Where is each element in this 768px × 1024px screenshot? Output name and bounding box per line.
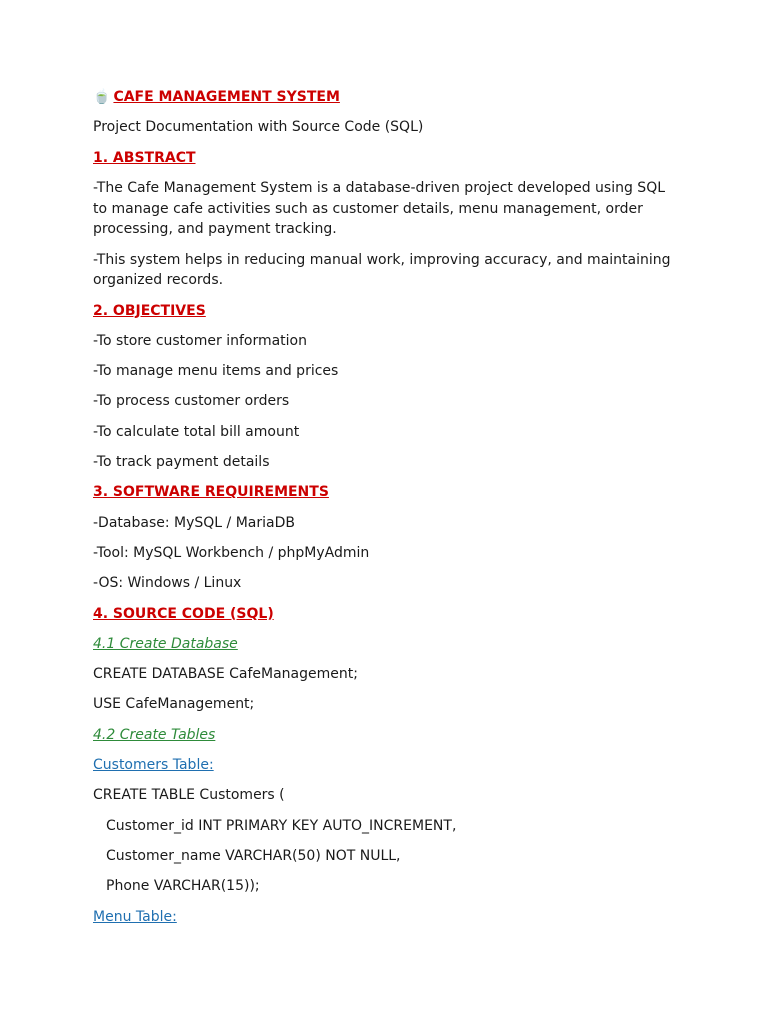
software-requirements-heading: 3. SOFTWARE REQUIREMENTS bbox=[93, 484, 329, 501]
requirement-item: -Database: MySQL / MariaDB bbox=[93, 514, 295, 531]
sql-line: CREATE DATABASE CafeManagement; bbox=[93, 666, 358, 683]
objective-item: -To store customer information bbox=[93, 332, 307, 349]
document-subtitle: Project Documentation with Source Code (SQL) bbox=[93, 119, 424, 136]
create-tables-heading: 4.2 Create Tables bbox=[93, 726, 216, 743]
sql-line: CREATE TABLE Customers ( bbox=[93, 787, 285, 804]
sql-line: Customer_name VARCHAR(50) NOT NULL, bbox=[106, 847, 401, 864]
abstract-paragraph: -The Cafe Management System is a database-driven project developed using SQL to manage cafe activities such as customer details, menu management, order processing, and payment tracking. bbox=[93, 179, 670, 238]
source-code-heading: 4. SOURCE CODE (SQL) bbox=[93, 605, 274, 622]
document-title-text: CAFE MANAGEMENT SYSTEM bbox=[113, 89, 340, 105]
objectives-heading: 2. OBJECTIVES bbox=[93, 302, 206, 319]
objective-item: -To track payment details bbox=[93, 454, 270, 471]
sql-line: USE CafeManagement; bbox=[93, 696, 255, 713]
objective-item: -To process customer orders bbox=[93, 393, 290, 410]
abstract-paragraph: -This system helps in reducing manual work, improving accuracy, and maintaining organized records. bbox=[93, 251, 675, 289]
document-page bbox=[93, 87, 683, 937]
requirement-item: -Tool: MySQL Workbench / phpMyAdmin bbox=[93, 544, 370, 561]
sql-line: Customer_id INT PRIMARY KEY AUTO_INCREMENT, bbox=[106, 817, 457, 834]
abstract-heading: 1. ABSTRACT bbox=[93, 149, 196, 166]
objective-item: -To calculate total bill amount bbox=[93, 423, 300, 440]
objective-item: -To manage menu items and prices bbox=[93, 363, 339, 380]
requirement-item: -OS: Windows / Linux bbox=[93, 575, 242, 592]
menu-table-heading: Menu Table: bbox=[93, 908, 177, 925]
customers-table-heading: Customers Table: bbox=[93, 757, 214, 774]
document-title bbox=[93, 87, 683, 108]
cafe-icon: 🍵 bbox=[93, 89, 111, 105]
sql-line: Phone VARCHAR(15)); bbox=[106, 878, 260, 895]
create-database-heading: 4.1 Create Database bbox=[93, 635, 238, 652]
